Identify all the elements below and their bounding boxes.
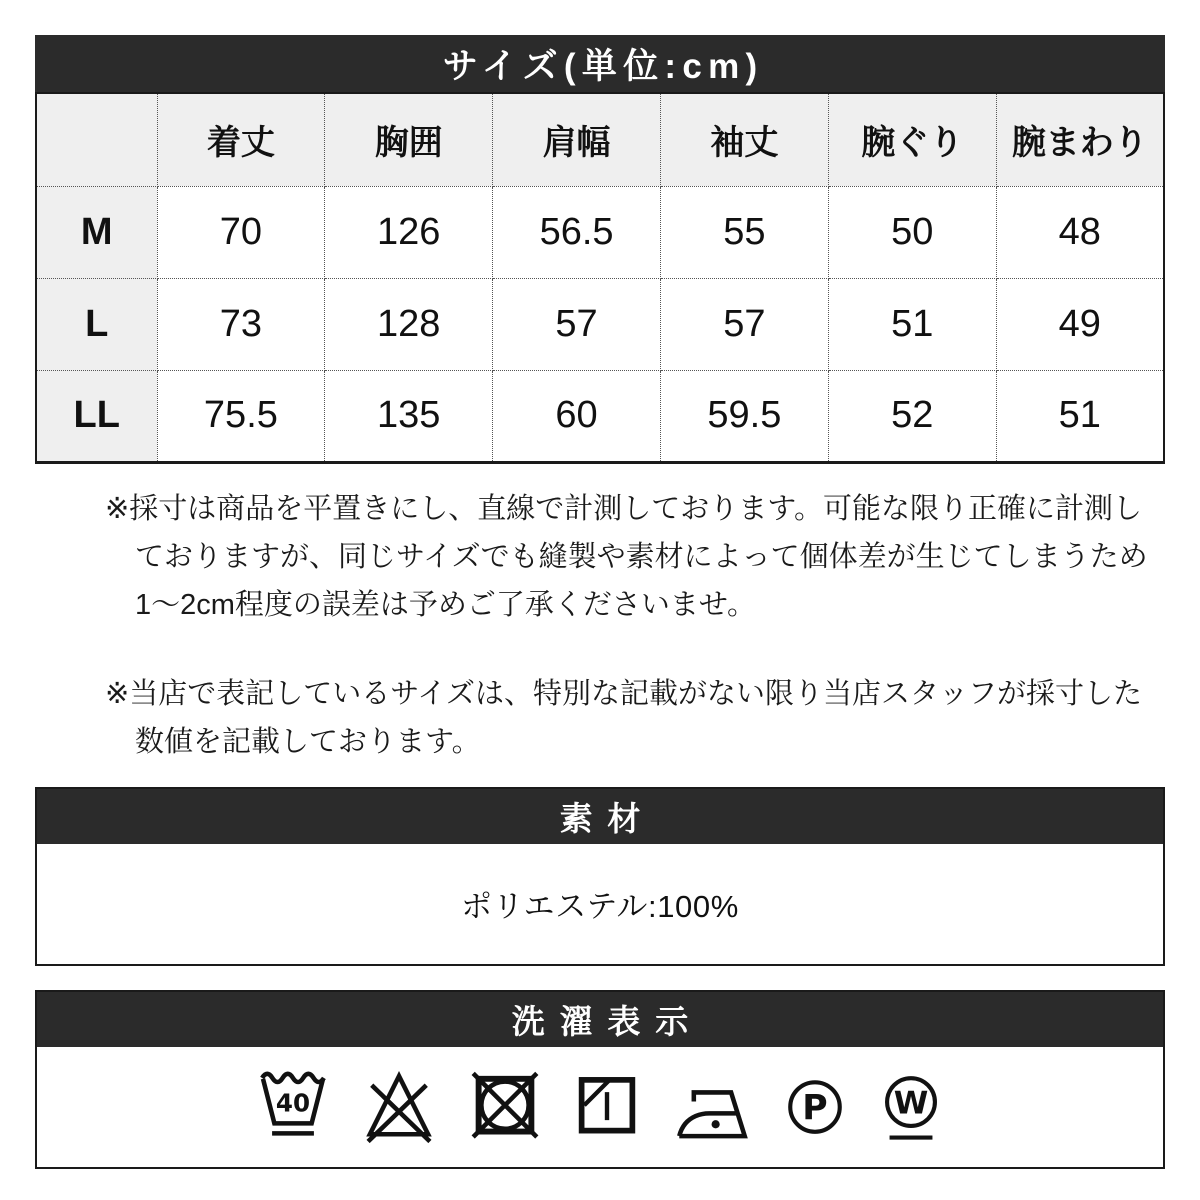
cell-value: 56.5 xyxy=(493,186,661,278)
note-line: 数値を記載しております。 xyxy=(135,725,481,758)
table-row xyxy=(36,278,1164,370)
cell-value: 135 xyxy=(325,370,493,462)
col-header: 腕まわり xyxy=(996,93,1164,186)
staff-measure-note xyxy=(105,670,1165,766)
laundry-title: 洗濯表示 xyxy=(511,1002,704,1040)
cell-value: 50 xyxy=(828,186,996,278)
wet-clean-gentle-w-icon xyxy=(878,1067,944,1147)
cell-value: 52 xyxy=(828,370,996,462)
material-title-bar xyxy=(37,789,1163,844)
wash-40-gentle-icon xyxy=(256,1067,330,1147)
cell-value: 59.5 xyxy=(660,370,828,462)
note-line: ※当店で表記しているサイズは、特別な記載がない限り当店スタッフが採寸した xyxy=(105,677,1142,710)
material-section xyxy=(35,787,1165,966)
col-header: 肩幅 xyxy=(493,93,661,186)
measurement-note xyxy=(105,485,1165,629)
laundry-title-bar xyxy=(37,992,1163,1047)
cell-value: 49 xyxy=(996,278,1164,370)
size-label: L xyxy=(36,278,157,370)
dry-clean-p-icon xyxy=(782,1067,848,1147)
do-not-bleach-icon xyxy=(360,1067,438,1147)
cell-value: 73 xyxy=(157,278,325,370)
laundry-section xyxy=(35,990,1165,1169)
cell-value: 48 xyxy=(996,186,1164,278)
size-table xyxy=(35,92,1165,464)
size-label: M xyxy=(36,186,157,278)
table-row xyxy=(36,186,1164,278)
svg-text:W: W xyxy=(893,1085,929,1122)
iron-low-heat-icon xyxy=(672,1067,752,1147)
do-not-tumble-dry-icon xyxy=(468,1067,542,1147)
size-table-title-bar xyxy=(35,35,1165,92)
svg-text:P: P xyxy=(802,1087,828,1128)
table-row xyxy=(36,370,1164,462)
size-label: LL xyxy=(36,370,157,462)
note-line: ておりますが、同じサイズでも縫製や素材によって個体差が生じてしまうため xyxy=(135,540,1148,573)
cell-value: 51 xyxy=(828,278,996,370)
cell-value: 57 xyxy=(660,278,828,370)
cell-value: 75.5 xyxy=(157,370,325,462)
size-table-header-row xyxy=(36,93,1164,186)
hang-dry-in-shade-icon xyxy=(572,1067,642,1147)
corner-cell xyxy=(36,93,157,186)
cell-value: 70 xyxy=(157,186,325,278)
col-header: 袖丈 xyxy=(660,93,828,186)
laundry-icons-row xyxy=(37,1047,1163,1167)
note-line: ※採寸は商品を平置きにし、直線で計測しております。可能な限り正確に計測し xyxy=(105,492,1142,525)
svg-text:40: 40 xyxy=(275,1088,311,1118)
cell-value: 55 xyxy=(660,186,828,278)
cell-value: 51 xyxy=(996,370,1164,462)
note-line: 1〜2cm程度の誤差は予めご了承くださいませ。 xyxy=(135,588,757,621)
cell-value: 128 xyxy=(325,278,493,370)
col-header: 着丈 xyxy=(157,93,325,186)
cell-value: 126 xyxy=(325,186,493,278)
col-header: 腕ぐり xyxy=(828,93,996,186)
cell-value: 60 xyxy=(493,370,661,462)
material-value: ポリエステル:100% xyxy=(461,889,739,924)
material-title: 素材 xyxy=(559,799,656,837)
size-table-title: サイズ(単位:cm) xyxy=(442,46,764,86)
cell-value: 57 xyxy=(493,278,661,370)
col-header: 胸囲 xyxy=(325,93,493,186)
